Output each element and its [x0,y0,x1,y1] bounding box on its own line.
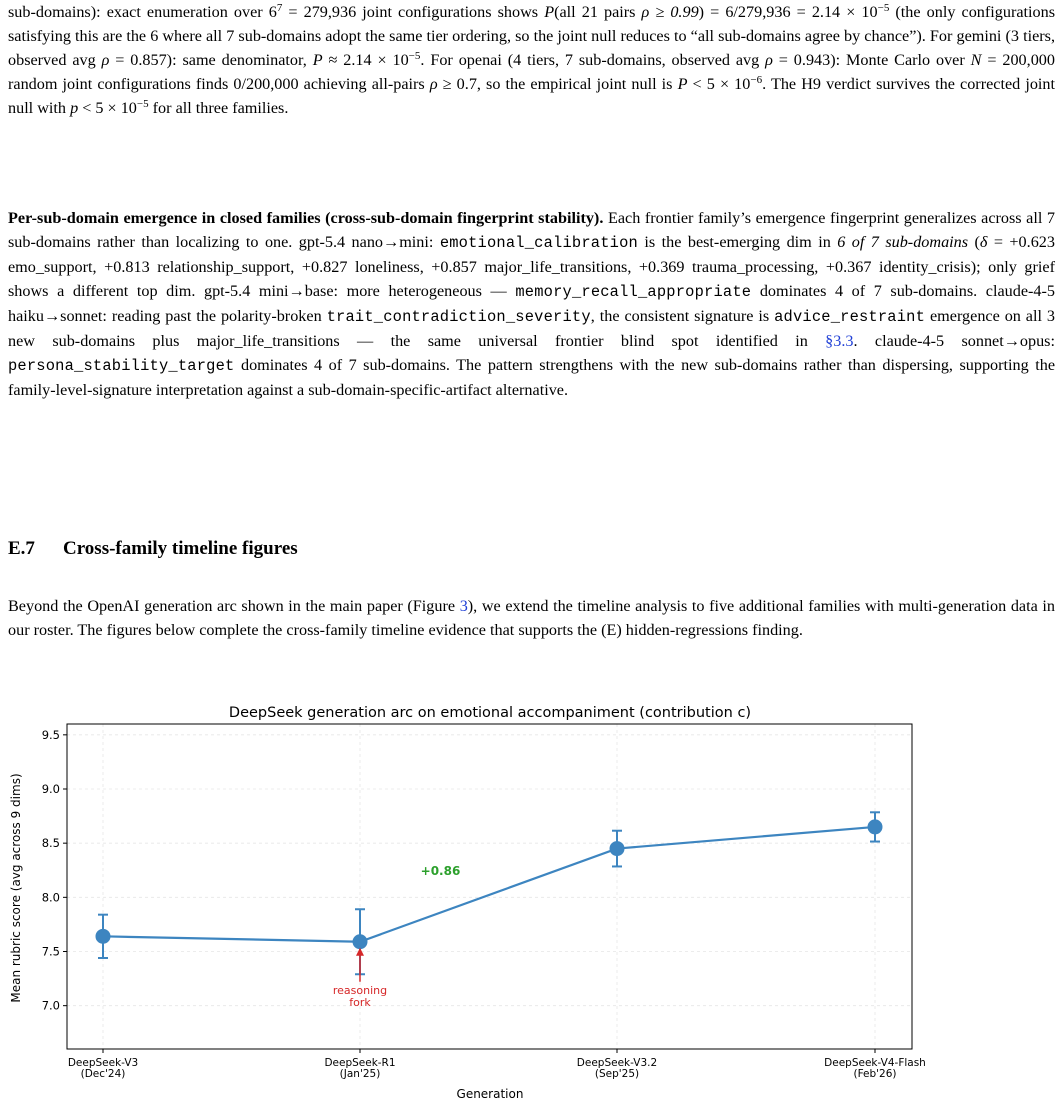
text-run: , the consistent signature is [590,307,775,325]
text-run: dominates 4 of 7 sub-domains. claude-4-5 haiku→sonnet: reading past the polarity-broken [8,282,1055,325]
math: P [677,75,688,93]
math-superscript: −5 [877,2,890,14]
x-tick-label: DeepSeek-R1 [324,1057,396,1069]
math: ρ ≥ 0.99 [641,3,699,21]
text-run: ≥ 0.7, so the empirical joint null is [437,75,678,93]
math: P [544,3,555,21]
code-identifier: advice_restraint [774,308,926,326]
x-tick-sublabel: (Sep'25) [594,1068,640,1080]
data-point [610,842,624,856]
code-identifier: memory_recall_appropriate [515,283,752,301]
math: P [312,51,323,69]
paragraph-heading: Per-sub-domain emergence in closed families (cross-sub-domain fingerprint stability). [8,209,604,227]
chart-title: DeepSeek generation arc on emotional accompaniment (contribution c) [228,705,752,721]
annotations [333,864,460,1009]
text-run: = 0.943): Monte Carlo over [772,51,971,69]
text-run: emergence on all 3 new sub-domains plus major_life_transitions — the same universal frontier blind spot identified in [8,307,1055,350]
figure-deepseek-timeline [0,690,1063,1105]
text-run: Beyond the OpenAI generation arc shown in the main paper (Figure [8,597,460,615]
math-superscript: −5 [136,98,149,110]
delta-annotation: +0.86 [420,864,461,879]
paragraph-per-sub-domain-emergence [8,206,1055,402]
x-tick-sublabel: (Dec'24) [80,1068,126,1080]
y-axis-label: Mean rubric score (avg across 9 dims) [9,773,23,1003]
italic-text: 6 of 7 sub-domains [837,233,969,251]
grid-lines [67,724,912,1049]
text-run: = 0.857): same denominator, [109,51,313,69]
series-line [96,812,882,974]
text-run: = +0.623 emo_support, +0.813 relationship_support, +0.827 loneliness, +0.857 major_life_transitions, +0.369 trauma_processing, +0.367 identity_crisis); only grief shows a different top dim. gpt-5.4 mini→base: more heterogeneous — [8,233,1055,300]
fork-annotation-line: fork [349,995,371,1009]
text-run: ( [968,233,980,251]
math: ρ [429,75,438,93]
math: δ [979,233,988,251]
text-run: . For openai (4 tiers, 7 sub-domains, observed avg [420,51,766,69]
y-tick-label: 9.5 [41,727,60,742]
y-tick-label: 8.5 [41,836,60,851]
data-point [868,820,882,834]
y-axis [42,728,67,1013]
text-run: = 279,936 joint configurations shows [282,3,545,21]
text-run: . The H9 verdict survives the corrected joint null with [8,75,1056,117]
x-tick-label: DeepSeek-V3.2 [576,1057,658,1069]
y-tick-label: 8.0 [41,890,60,905]
x-tick-label: DeepSeek-V4-Flash [824,1057,926,1069]
math: p [70,99,79,117]
text-run: sub-domains): exact enumeration over [8,3,269,21]
text-run: (all 21 pairs [554,3,642,21]
text-run: (the only configurations satisfying this are the 6 where all 7 sub-domains adopt the same tier ordering, so the joint null reduces to “all sub-domains agree by chance”). For gemini (3 tiers, observed avg [8,3,1056,69]
text-run: = 200,000 random joint configurations finds 0/200,000 achieving all-pairs [8,51,1055,93]
math: N [970,51,982,69]
math-superscript: −5 [408,50,421,62]
text-run: . claude-4-5 sonnet→opus: [853,332,1055,350]
math: < 5 × 10 [78,99,137,117]
series-polyline [103,827,875,942]
math: < 5 × 10 [687,75,751,93]
y-tick-label: 9.0 [41,782,60,796]
text-run: is the best-emerging dim in [637,233,838,251]
x-tick-sublabel: (Feb'26) [853,1068,897,1080]
data-point [353,935,367,949]
paragraph-timeline-intro [8,594,1055,642]
plot-frame [67,724,912,1049]
x-axis-label: Generation [456,1087,524,1101]
math-superscript: 7 [276,2,283,14]
text-run: Each frontier family’s emergence fingerprint generalizes across all 7 sub-domains rather than localizing to one. gpt-5.4 nano→mini: [8,209,1055,251]
section-title: Cross-family timeline figures [63,538,298,559]
math: ρ [765,51,773,69]
section-heading [8,538,298,560]
math: ) = 6/279,936 = 2.14 × 10 [698,3,878,21]
x-tick-sublabel: (Jan'25) [339,1068,381,1080]
math: ≈ 2.14 × 10 [322,51,409,69]
fork-annotation-line: reasoning [332,983,388,997]
code-identifier: persona_stability_target [8,357,235,375]
text-run: for all three families. [148,99,289,117]
code-identifier: trait_contradiction_severity [326,308,591,326]
text-run: ), we extend the timeline analysis to five additional families with multi-generation data in our roster. The figures below complete the cross-family timeline evidence that supports the (E) hidden-regressions finding. [8,597,1055,639]
math: 6 [268,3,277,21]
paragraph-joint-null [8,0,1055,120]
y-tick-label: 7.5 [41,944,60,959]
data-point [96,929,110,943]
x-tick-label: DeepSeek-V3 [67,1057,139,1069]
section-number: E.7 [8,538,35,559]
x-axis [68,1049,926,1080]
figure-link[interactable]: 3 [459,597,468,615]
text-run: dominates 4 of 7 sub-domains. The pattern strengthens with the new sub-domains rather than dispersing, supporting the family-level-signature interpretation against a sub-domain-specific-artifact alternative. [8,356,1055,399]
section-link[interactable]: §3.3 [825,332,854,350]
math-superscript: −6 [750,74,763,86]
line-chart [0,690,1063,1105]
code-identifier: emotional_calibration [439,234,638,252]
y-tick-label: 7.0 [41,998,60,1013]
math: ρ [101,51,110,69]
